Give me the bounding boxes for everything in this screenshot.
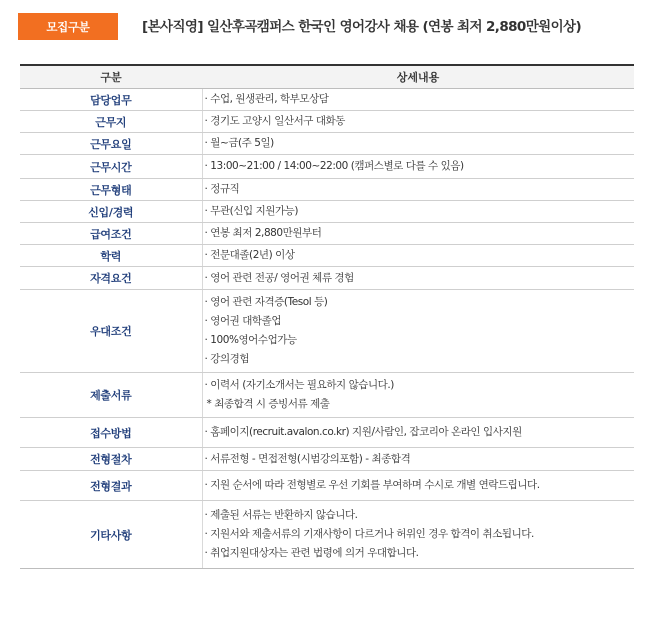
- detail-line: · 수업, 원생관리, 학부모상담: [204, 93, 329, 105]
- detail-line: · 월~금(주 5일): [204, 137, 274, 149]
- table-body: [20, 89, 634, 569]
- row-detail: [202, 448, 634, 471]
- row-detail: [202, 245, 634, 267]
- detail-line: · 13:00~21:00 / 14:00~22:00 (캠퍼스별로 다를 수 있음): [204, 160, 464, 172]
- row-detail: [202, 155, 634, 179]
- bottom-divider: [0, 624, 660, 630]
- row-detail: [202, 111, 634, 133]
- detail-line: · 100%영어수업가능: [204, 334, 297, 346]
- table-row: [20, 290, 634, 373]
- job-details-table: [20, 64, 634, 569]
- row-label: 급여조건: [20, 223, 202, 245]
- row-label: 근무시간: [20, 155, 202, 179]
- row-label: 신입/경력: [20, 201, 202, 223]
- table-row: [20, 448, 634, 471]
- row-detail: [202, 223, 634, 245]
- table-row: [20, 418, 634, 448]
- row-label: 접수방법: [20, 418, 202, 448]
- table-row: [20, 373, 634, 418]
- detail-line: · 강의경험: [204, 353, 250, 365]
- detail-line: · 이력서 (자기소개서는 필요하지 않습니다.): [204, 379, 394, 391]
- row-label: 자격요건: [20, 267, 202, 290]
- row-detail: [202, 201, 634, 223]
- page-header: [0, 0, 660, 52]
- row-detail: [202, 471, 634, 501]
- row-label: 학력: [20, 245, 202, 267]
- row-detail: [202, 267, 634, 290]
- table-row: [20, 155, 634, 179]
- row-label: 우대조건: [20, 290, 202, 373]
- row-label: 근무형태: [20, 179, 202, 201]
- row-label: 전형절차: [20, 448, 202, 471]
- table-row: [20, 267, 634, 290]
- table-row: [20, 89, 634, 111]
- column-header-category: 구분: [20, 65, 202, 89]
- table-row: [20, 111, 634, 133]
- detail-line: · 영어 관련 자격증(Tesol 등): [204, 296, 328, 308]
- row-detail: [202, 89, 634, 111]
- detail-line: · 영어 관련 전공/ 영어권 체류 경험: [204, 271, 354, 284]
- detail-line: · 경기도 고양시 일산서구 대화동: [204, 115, 345, 127]
- detail-line: · 지원 순서에 따라 전형별로 우선 기회를 부여하며 수시로 개별 연락드립니다.: [204, 479, 540, 491]
- row-detail: [202, 133, 634, 155]
- category-badge: 모집구분: [18, 13, 118, 40]
- detail-line: · 제출된 서류는 반환하지 않습니다.: [204, 509, 358, 521]
- detail-line: · 정규직: [204, 183, 240, 195]
- row-label: 제출서류: [20, 373, 202, 418]
- row-label: 담당업무: [20, 89, 202, 111]
- row-detail: [202, 373, 634, 418]
- detail-line: · 전문대졸(2년) 이상: [204, 249, 295, 261]
- table-row: [20, 179, 634, 201]
- row-label: 전형결과: [20, 471, 202, 501]
- table-row: [20, 245, 634, 267]
- row-label: 근무요일: [20, 133, 202, 155]
- row-label: 기타사항: [20, 501, 202, 569]
- table-row: [20, 471, 634, 501]
- row-detail: [202, 290, 634, 373]
- row-detail: [202, 179, 634, 201]
- table-header-row: [20, 65, 634, 89]
- table-row: [20, 133, 634, 155]
- row-label: 근무지: [20, 111, 202, 133]
- column-header-detail: 상세내용: [202, 65, 634, 89]
- detail-line: · 무관(신입 지원가능): [204, 205, 298, 217]
- table-row: [20, 223, 634, 245]
- table-row: [20, 501, 634, 569]
- detail-line: · 취업지원대상자는 관련 법령에 의거 우대합니다.: [204, 547, 419, 559]
- detail-line: · 홈페이지(recruit.avalon.co.kr) 지원/사람인, 잡코리아 온라인 입사지원: [204, 426, 522, 438]
- detail-line: · 영어권 대학졸업: [204, 315, 282, 327]
- detail-line: · 지원서와 제출서류의 기재사항이 다르거나 허위인 경우 합격이 취소됩니다.: [204, 528, 534, 540]
- row-detail: [202, 418, 634, 448]
- detail-line: · 연봉 최저 2,880만원부터: [204, 227, 322, 239]
- table-row: [20, 201, 634, 223]
- detail-line: · 서류전형 - 면접전형(시범강의포함) - 최종합격: [204, 452, 411, 465]
- posting-title: [본사직영] 일산후곡캠퍼스 한국인 영어강사 채용 (연봉 최저 2,880만원이상): [142, 19, 582, 35]
- detail-line: * 최종합격 시 증빙서류 제출: [206, 398, 330, 410]
- row-detail: [202, 501, 634, 569]
